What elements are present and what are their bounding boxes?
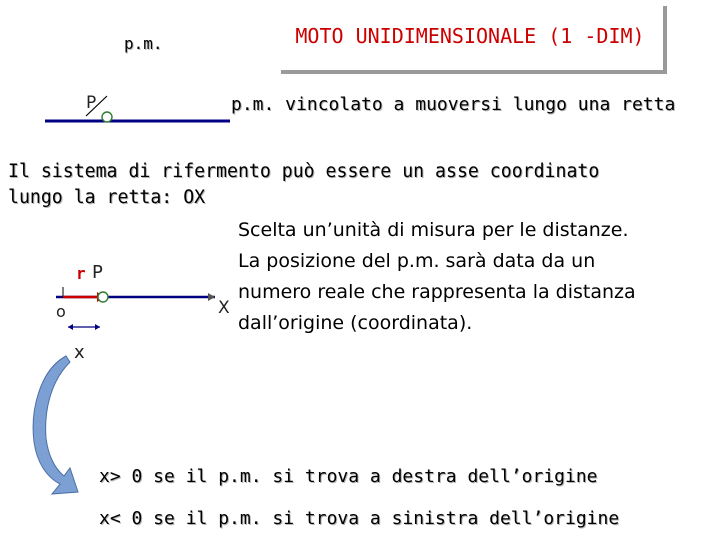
material-point-circle	[102, 112, 112, 122]
origin-label: o	[56, 302, 66, 321]
paragraph-line2: La posizione del p.m. sarà data da un	[238, 250, 596, 272]
system-text-line2: lungo la retta: OX	[8, 187, 206, 208]
axis-arrowhead	[208, 293, 215, 301]
paragraph-line3: numero reale che rappresenta la distanza	[238, 281, 636, 303]
top-point-label: P	[86, 93, 97, 113]
paragraph-line1: Scelta un’unità di misura per le distanze.	[238, 219, 629, 241]
rule-positive: x> 0 se il p.m. si trova a destra dell’origine	[99, 466, 598, 487]
page-title: MOTO UNIDIMENSIONALE (1 -DIM)	[295, 24, 645, 48]
axis-point-circle	[98, 292, 108, 302]
axis-point-label: P	[92, 262, 103, 283]
rule-negative: x< 0 se il p.m. si trova a sinistra dell’origine	[99, 508, 620, 529]
constraint-text: p.m. vincolato a muoversi lungo una retta	[231, 94, 676, 115]
title-box	[277, 2, 663, 70]
unit-arrow-right	[95, 324, 100, 330]
axis-label: X	[218, 298, 230, 318]
system-text-line1: Il sistema di rifermento può essere un asse coordinato	[8, 161, 600, 182]
top-line-diagram	[40, 86, 240, 136]
pm-label: p.m.	[124, 34, 163, 53]
unit-label: x	[74, 342, 85, 363]
curved-arrow-icon	[26, 350, 80, 500]
unit-arrow-left	[68, 324, 73, 330]
vector-label: r	[76, 264, 86, 283]
paragraph-line4: dall’origine (coordinata).	[238, 312, 473, 334]
curved-arrow-shape	[33, 356, 78, 494]
